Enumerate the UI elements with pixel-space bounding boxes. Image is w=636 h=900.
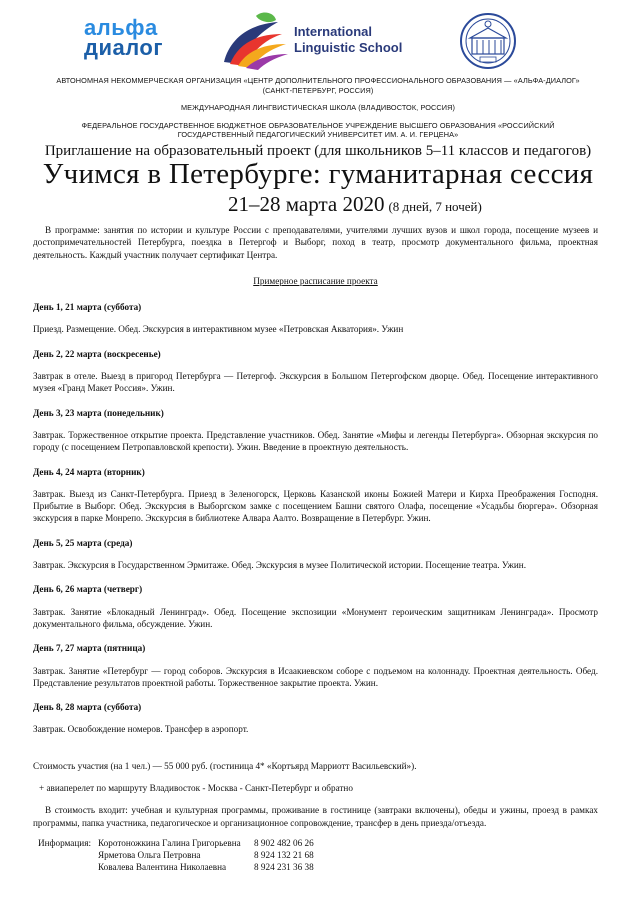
alfa-logo-line2: диалог	[84, 35, 164, 60]
day-description: Завтрак. Выезд из Санкт-Петербурга. Приезд в Зеленогорск, Церковь Казанской иконы Божией Матери и Кирха Преображения Господня. Прибытие в Выборг. Обед. Экскурсия в Выборгском замке с посещением Башни святого Олафа, посещение «Усадьбы бюргера». Обзорная экскурсия в парке Монрепо. Экскурсия в библиотеке Алвара Аалто. Возвращение в Петербург. Ужин.	[33, 488, 598, 524]
alfa-dialog-logo	[84, 15, 164, 60]
schedule-day	[33, 407, 598, 454]
org-line: МЕЖДУНАРОДНАЯ ЛИНГВИСТИЧЕСКАЯ ШКОЛА (ВЛАДИВОСТОК, РОССИЯ)	[180, 103, 456, 112]
dates-range: 21–28 марта 2020	[228, 192, 385, 216]
document-body	[33, 224, 598, 829]
contact-row	[38, 838, 314, 850]
org-line: (САНКТ-ПЕТЕРБУРГ, РОССИЯ)	[262, 85, 374, 95]
schedule-day	[33, 642, 598, 689]
day-title: День 8, 28 марта (суббота)	[33, 702, 142, 713]
contacts-table	[38, 838, 314, 873]
contact-name: Коротоножкина Галина Григорьевна	[98, 838, 241, 848]
day-description: Приезд. Размещение. Обед. Экскурсия в интерактивном музее «Петровская Акватория». Ужин	[33, 324, 404, 335]
day-description: Завтрак в отеле. Выезд в пригород Петербурга — Петергоф. Экскурсия в Большом Петергофском дворце. Обед. Посещение интерактивного музея «Гранд Макет Россия». Ужин.	[33, 371, 598, 394]
org-line: ФЕДЕРАЛЬНОЕ ГОСУДАРСТВЕННОЕ БЮДЖЕТНОЕ ОБРАЗОВАТЕЛЬНОЕ УЧРЕЖДЕНИЕ ВЫСШЕГО ОБРАЗОВАНИЯ «РОССИЙСКИЙ	[81, 120, 555, 130]
day-description: Завтрак. Экскурсия в Государственном Эрмитаже. Обед. Экскурсия в музее Политической истории. Посещение театра. Ужин.	[33, 560, 527, 571]
contacts-label: Информация:	[38, 838, 91, 848]
day-title: День 1, 21 марта (суббота)	[33, 302, 142, 313]
includes-paragraph: В стоимость входит: учебная и культурная программы, проживание в гостинице (завтраки включены), обеды и ужины, проезд в рамках программы, папка участника, педагогическое и организационное сопровождение, трансфер в день приезда/отъезда.	[33, 805, 598, 828]
day-title: День 3, 23 марта (понедельник)	[33, 407, 164, 418]
day-title: День 7, 27 марта (пятница)	[33, 643, 146, 654]
dates-note: (8 дней, 7 ночей)	[388, 199, 482, 214]
organizations-block	[30, 76, 606, 140]
schedule-heading: Примерное расписание проекта	[253, 275, 378, 286]
ils-logo-line1: International	[294, 24, 373, 39]
invitation-line: Приглашение на образовательный проект (для школьников 5–11 классов и педагогов)	[44, 143, 592, 159]
ils-logo-line2: Linguistic School	[294, 40, 403, 55]
schedule-day	[33, 466, 598, 525]
schedule-day	[33, 583, 598, 630]
page-title: Учимся в Петербурге: гуманитарная сессия	[42, 158, 594, 190]
ils-logo	[216, 12, 426, 70]
day-description: Завтрак. Занятие «Блокадный Ленинград». Обед. Посещение экспозиции «Монумент героическим защитникам Ленинграда». Просмотр документального фильма, обсуждение. Ужин.	[33, 606, 598, 629]
contact-row	[38, 850, 314, 862]
ils-emblem-icon	[216, 12, 292, 70]
event-dates	[228, 192, 482, 217]
org-line: АВТОНОМНАЯ НЕКОММЕРЧЕСКАЯ ОРГАНИЗАЦИЯ «ЦЕНТР ДОПОЛНИТЕЛЬНОГО ПРОФЕССИОНАЛЬНОГО ОБРАЗОВАНИЯ — «АЛЬФА-ДИАЛОГ»	[56, 76, 580, 85]
logo-bar	[0, 12, 636, 70]
day-description: Завтрак. Занятие «Петербург — город соборов. Экскурсия в Исаакиевском соборе с подъемом на колоннаду. Проектная деятельность. Обед. Представление результатов проектной работы. Торжественное закрытие проекта. Ужин.	[33, 665, 598, 688]
contact-name: Ковалева Валентина Николаевна	[98, 861, 227, 872]
contacts-block	[38, 838, 314, 873]
intro-paragraph: В программе: занятия по истории и культуре России с преподавателями, учителями лучших вузов и школ города, посещение музеев и достопримечательностей Петербурга, поездка в Петергоф и Выборг, поход в театр, просмотр документального фильма, проектная деятельность. Каждый участник получает сертификат Центра.	[33, 225, 598, 260]
cost-line: Стоимость участия (на 1 чел.) — 55 000 руб. (гостиница 4* «Кортъярд Марриотт Васильевский»).	[33, 760, 417, 771]
schedule-day	[33, 701, 598, 736]
day-description: Завтрак. Освобождение номеров. Трансфер в аэропорт.	[33, 724, 249, 735]
university-emblem-icon	[458, 12, 518, 70]
contact-phone: 8 902 482 06 26	[254, 838, 314, 848]
schedule-day	[33, 348, 598, 395]
day-title: День 2, 22 марта (воскресенье)	[33, 348, 161, 359]
day-title: День 5, 25 марта (среда)	[33, 537, 133, 548]
contact-phone: 8 924 231 36 38	[254, 861, 314, 872]
alfa-logo-line1: альфа	[84, 15, 158, 40]
org-line: ГОСУДАРСТВЕННЫЙ ПЕДАГОГИЧЕСКИЙ УНИВЕРСИТЕТ ИМ. А. И. ГЕРЦЕНА»	[177, 130, 459, 139]
flight-line: + авиаперелет по маршруту Владивосток - Москва - Санкт-Петербург и обратно	[39, 783, 353, 794]
schedule-day	[33, 301, 598, 336]
day-description: Завтрак. Торжественное открытие проекта. Представление участников. Обед. Занятие «Мифы и легенды Петербурга». Обзорная экскурсия по городу (с посещением Петропавловской крепости). Ужин. Введение в проектную деятельность.	[33, 429, 598, 453]
contact-row	[38, 862, 314, 874]
day-title: День 6, 26 марта (четверг)	[33, 584, 143, 595]
schedule-day	[33, 537, 598, 572]
day-title: День 4, 24 марта (вторник)	[33, 466, 145, 477]
contact-phone: 8 924 132 21 68	[254, 849, 314, 860]
contact-name: Ярметова Ольга Петровна	[98, 849, 201, 860]
